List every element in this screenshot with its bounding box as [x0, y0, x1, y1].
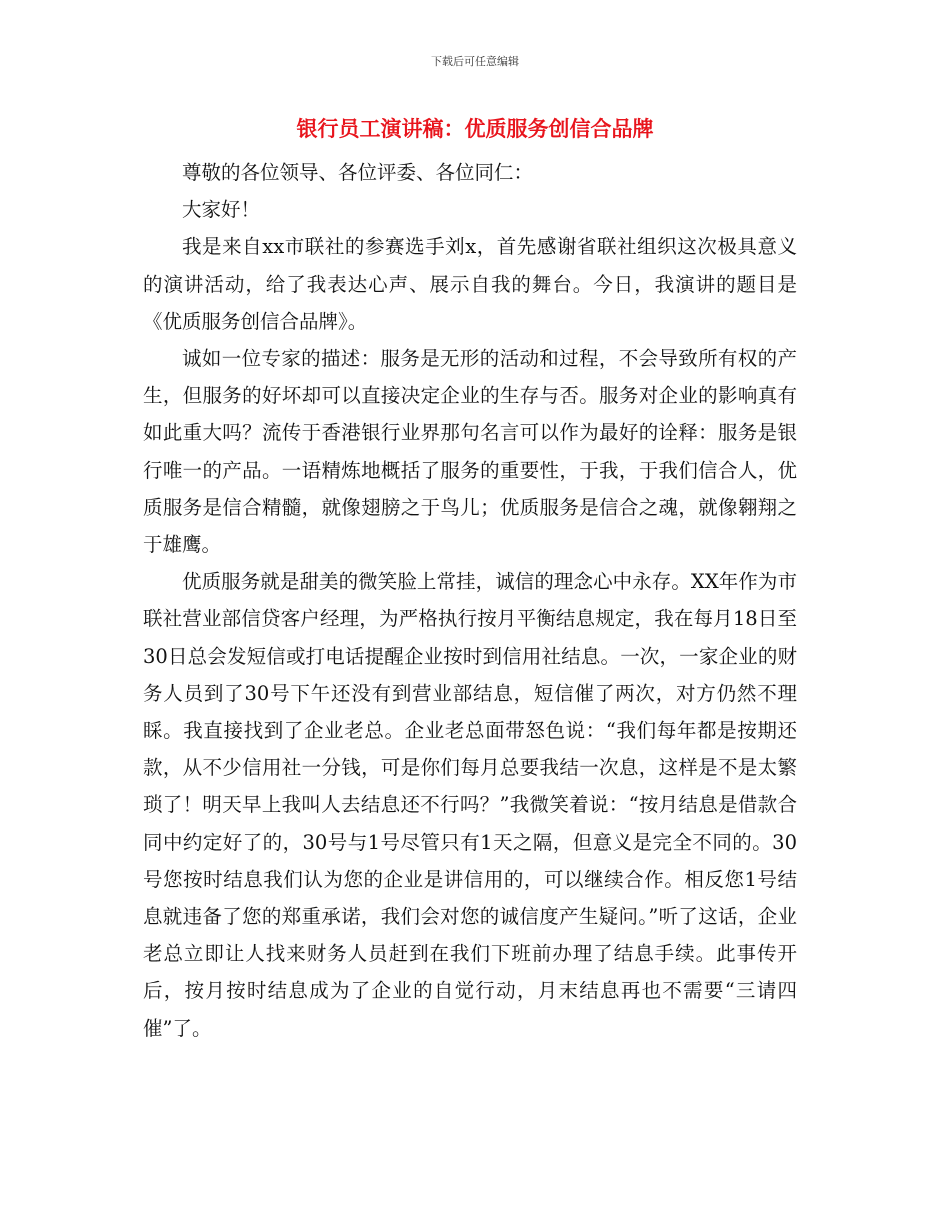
document-title: 银行员工演讲稿：优质服务创信合品牌 [296, 117, 654, 141]
paragraph-salutation: 尊敬的各位领导、各位评委、各位同仁： [182, 161, 534, 184]
paragraph-story: 优质服务就是甜美的微笑脸上常挂，诚信的理念心中永存。XX年作为市联社营业部信贷客户经理，为严格执行按月平衡结息规定，我在每月18日至30日总会发短信或打电话提醒企业按时到信用社结息。一次，一家企业的财务人员到了30号下午还没有到营业部结息，短信催了两次，对方仍然不理睬。我直接找到了企业老总。企业老总面带怒色说：“我们每年都是按期还款，从不少信用社一分钱，可是你们每月总要我结一次息，这样是不是太繁琐了！明天早上我叫人去结息还不行吗？”我微笑着说：“按月结息是借款合同中约定好了的，30号与1号尽管只有1天之隔，但意义是完全不同的。30号您按时结息我们认为您的企业是讲信用的，可以继续合作。相反您1号结息就违备了您的郑重承诺，我们会对您的诚信度产生疑问。”听了这话，企业老总立即让人找来财务人员赶到在我们下班前办理了结息手续。此事传开后，按月按时结息成为了企业的自觉行动，月末结息再也不需要“三请四催”了。 [143, 570, 797, 1040]
header-note: 下载后可任意编辑 [431, 55, 519, 68]
document-body [143, 154, 797, 1047]
paragraph-intro: 我是来自xx市联社的参赛选手刘x，首先感谢省联社组织这次极具意义的演讲活动，给了我表达心声、展示自我的舞台。今日，我演讲的题目是《优质服务创信合品牌》。 [143, 235, 797, 333]
paragraph-service-definition: 诚如一位专家的描述：服务是无形的活动和过程，不会导致所有权的产生，但服务的好坏却可以直接决定企业的生存与否。服务对企业的影响真有如此重大吗？流传于香港银行业界那句名言可以作为最好的诠释：服务是银行唯一的产品。一语精炼地概括了服务的重要性，于我，于我们信合人，优质服务是信合精髓，就像翅膀之于鸟儿；优质服务是信合之魂，就像翱翔之于雄鹰。 [143, 347, 797, 557]
paragraph-greeting: 大家好！ [182, 198, 261, 222]
